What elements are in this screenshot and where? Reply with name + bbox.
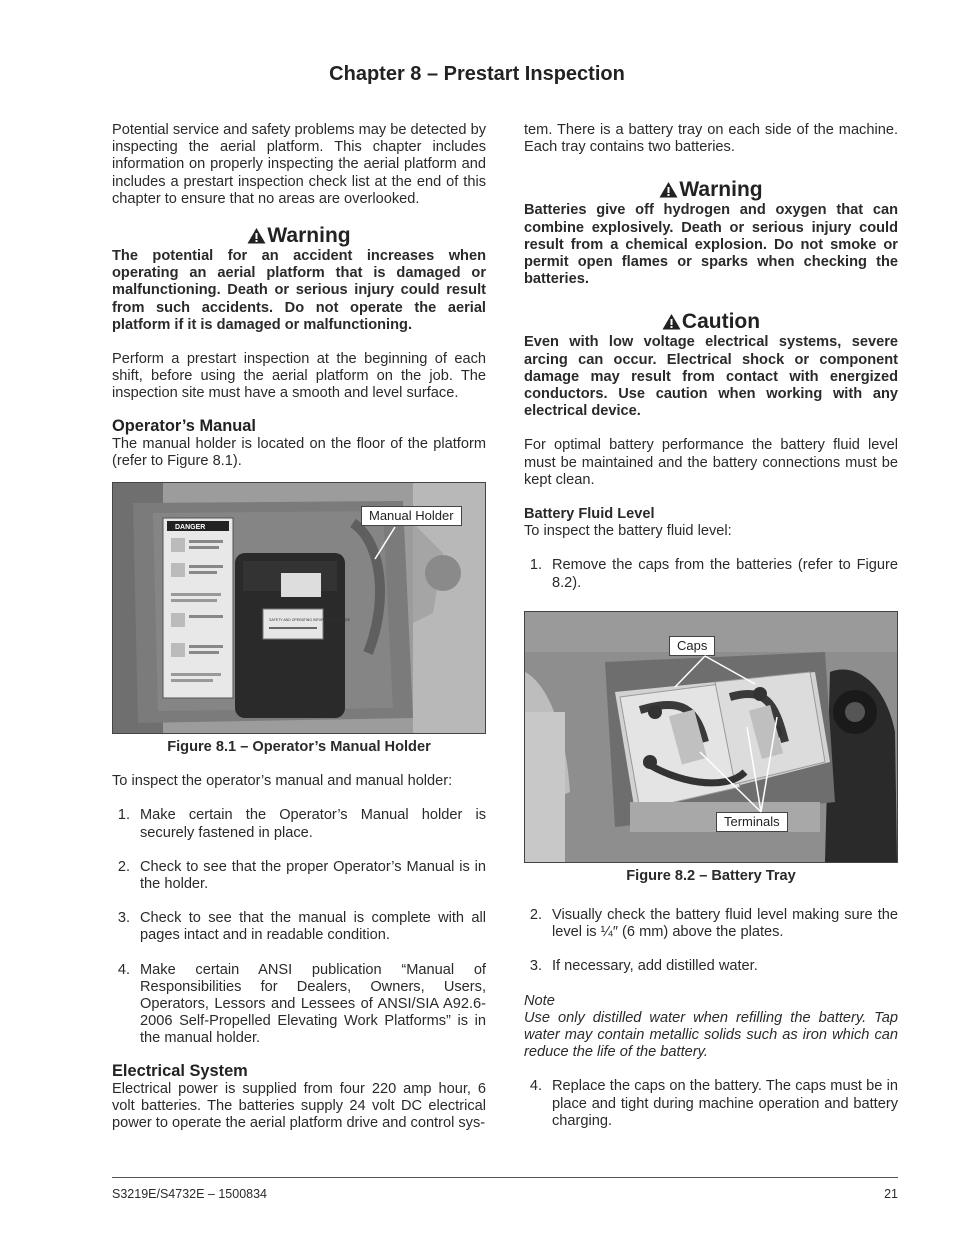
intro-paragraph: Potential service and safety problems may be detected by inspecting the aerial platform. This chapter includes information on properly inspecting the aerial platform and includes a prestart inspection check list at the end of this chapter to ensure that no areas are overlooked. xyxy=(112,122,486,207)
warning-heading-2 xyxy=(524,178,898,202)
list-item: 4. Make certain ANSI publication “Manual of Responsibilities for Dealers, Owners, Users, Operators, Lessors and Lessees of ANSI/SIA A92.6-2006 Self-Propelled Elevating Work Platforms” is in the manual holder. xyxy=(117,961,486,1047)
figure-manual-holder xyxy=(112,482,486,734)
callout-pointers xyxy=(525,612,897,862)
list-item: 1. Make certain the Operator’s Manual holder is securely fastened in place. xyxy=(117,807,486,841)
warning-text-1: The potential for an accident increases when operating an aerial platform that is damaged or malfunctioning. Death or serious injury could result from such accidents. Do not operate the aerial platform if it is damaged or malfunctioning. xyxy=(112,248,486,333)
electrical-system-paragraph: Electrical power is supplied from four 220 amp hour, 6 volt batteries. The batteries supply 24 volt DC electrical power to operate the aerial platform drive and control sys- xyxy=(112,1080,486,1132)
electrical-system-heading: Electrical System xyxy=(112,1061,248,1080)
list-item: 4. Replace the caps on the battery. The caps must be in place and tight during machine operation and battery charging. xyxy=(529,1078,898,1129)
manual-inspection-steps xyxy=(112,807,486,1047)
warning-heading-text: Warning xyxy=(267,224,351,248)
operators-manual-heading: Operator’s Manual xyxy=(112,416,256,435)
footer-page-number: 21 xyxy=(884,1187,898,1201)
fluid-step-1 xyxy=(524,557,898,591)
caps-callout: Caps xyxy=(669,636,715,656)
caution-heading xyxy=(524,310,898,334)
note-text: Use only distilled water when refilling the battery. Tap water may contain metallic solids such as iron which can reduce the life of the battery. xyxy=(524,1009,898,1061)
optimal-performance-paragraph: For optimal battery performance the battery fluid level must be maintained and the battery connections must be kept clean. xyxy=(524,437,898,488)
figure1-caption: Figure 8.1 – Operator’s Manual Holder xyxy=(167,739,431,756)
warning-heading-1 xyxy=(112,224,486,248)
battery-fluid-heading: Battery Fluid Level xyxy=(524,506,655,523)
caution-text: Even with low voltage electrical systems, severe arcing can occur. Electrical shock or component damage may result from contact with energized conductors. Use caution when working with any electrical device. xyxy=(524,334,898,420)
list-item: 3. If necessary, add distilled water. xyxy=(529,958,758,975)
page-title: Chapter 8 – Prestart Inspection xyxy=(329,63,625,85)
figure2-caption: Figure 8.2 – Battery Tray xyxy=(626,867,796,884)
note-label: Note xyxy=(524,992,555,1009)
footer-document-number: S3219E/S4732E – 1500834 xyxy=(112,1187,267,1201)
list-item: 2. Check to see that the proper Operator’s Manual is in the holder. xyxy=(117,858,486,893)
list-item: 3. Check to see that the manual is complete with all pages intact and in readable condition. xyxy=(117,910,486,944)
continued-paragraph: tem. There is a battery tray on each side of the machine. Each tray contains two batteries. xyxy=(524,122,898,156)
right-column xyxy=(524,122,898,1130)
warning-triangle-icon xyxy=(659,181,678,198)
perform-paragraph: Perform a prestart inspection at the beginning of each shift, before using the aerial platform on the job. The inspection site must have a smooth and level surface. xyxy=(112,351,486,402)
inspect-intro: To inspect the operator’s manual and manual holder: xyxy=(112,773,453,790)
holder-decal-label: SAFETY AND OPERATING INFORMATION INSIDE xyxy=(269,618,350,623)
caution-triangle-icon xyxy=(662,313,681,330)
caution-heading-text: Caution xyxy=(681,310,761,334)
fluid-step-4 xyxy=(524,1078,898,1130)
manual-holder-pointer xyxy=(113,483,485,733)
list-item: 1. Remove the caps from the batteries (refer to Figure 8.2). xyxy=(529,557,898,591)
terminals-callout: Terminals xyxy=(716,812,788,832)
battery-fluid-intro: To inspect the battery fluid level: xyxy=(524,523,732,540)
list-item: 2. Visually check the battery fluid level making sure the level is ¼″ (6 mm) above the plates. xyxy=(529,907,898,941)
left-column xyxy=(112,122,486,1132)
danger-decal-label: DANGER xyxy=(175,524,206,532)
warning-text-2: Batteries give off hydrogen and oxygen that can combine explosively. Death or serious injury could result from a chemical explosion. Do not smoke or permit open flames or sparks when checking the batteries. xyxy=(524,202,898,288)
warning-triangle-icon xyxy=(247,227,266,244)
operators-manual-paragraph: The manual holder is located on the floor of the platform (refer to Figure 8.1). xyxy=(112,435,486,469)
figure-battery-tray xyxy=(524,611,898,863)
fluid-steps-2-3 xyxy=(524,907,898,976)
warning-heading-text: Warning xyxy=(679,178,763,202)
manual-holder-callout: Manual Holder xyxy=(361,506,462,526)
footer-divider xyxy=(112,1177,898,1178)
